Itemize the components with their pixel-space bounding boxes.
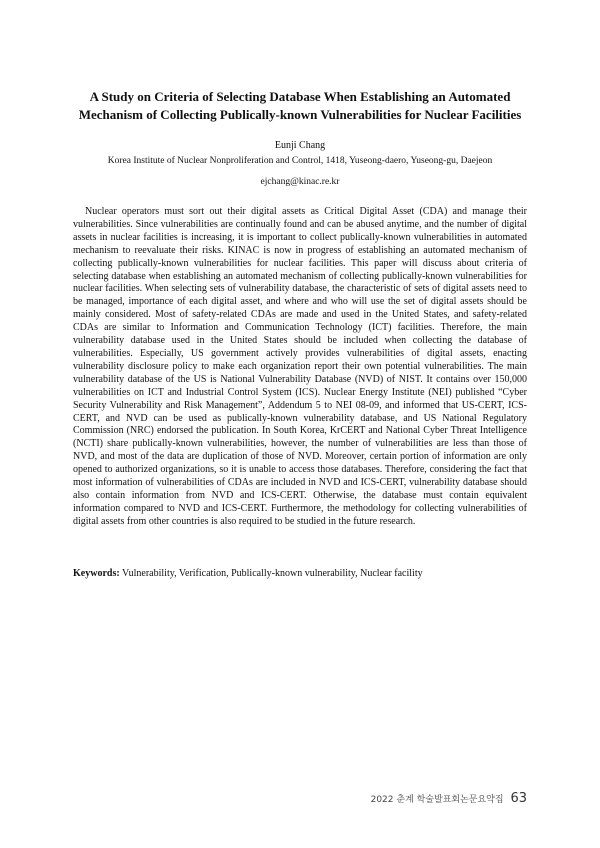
keywords-label: Keywords: xyxy=(73,568,120,579)
abstract-body: Nuclear operators must sort out their digital assets as Critical Digital Asset (CDA) and manage their vulnerabilities. Since vulnerabilities are continually found and can be abused anytime, and the number of digital assets in nuclear facilities is increasing, it is important to collect publically-known vulnerabilities in automated mechanism to reevaluate their risks. KINAC is now in progress of establishing an automated mechanism of collecting publically-known vulnerabilities for nuclear facilities. This paper will discuss about criteria of selecting database when establishing an automated mechanism of collecting publically-known vulnerabilities for nuclear facilities. When selecting sets of vulnerability database, the characteristic of sets of digital assets need to be managed, importance of each digital asset, and where and who will use the set of digital assets should be mainly considered. Most of safety-related CDAs are made and used in the United States, and safety-related CDAs are similar to Information and Communication Technology (ICT) facilities. Therefore, the main vulnerability database used in the United States should be included when collecting the database of vulnerabilities. Especially, US government actively provides vulnerabilities of digital assets, enacting vulnerability disclosure policy to make each organization report their own potential vulnerabilities. The main vulnerability database of the US is National Vulnerability Database (NVD) of NIST. It contains over 150,000 vulnerabilities on ICT and Industrial Control System (ICS). Nuclear Energy Institute (NEI) published “Cyber Security Vulnerability and Risk Management”, Addendum 5 to NEI 08-09, and informed that US-CERT, ICS-CERT, and NVD can be used as publically-known vulnerability database, and US National Regulatory Commission (NRC) endorsed the publication. In South Korea, KrCERT and National Cyber Threat Intelligence (NCTI) share publically-known vulnerabilities, however, the number of vulnerabilities are less than those of NVD, and most of the data are duplication of those of NVD. Moreover, certain portion of information are only opened to authorized organizations, so it is unable to access those databases. Therefore, considering the fact that most information of vulnerabilities of CDAs are included in NVD and ICS-CERT, vulnerability database should also contain information from NVD and ICS-CERT. Otherwise, the database must contain equivalent information compared to NVD and ICS-CERT. Furthermore, the methodology for collecting vulnerabilities of digital assets from other countries is also required to be studied in the future research. xyxy=(73,206,527,527)
title-line-2: Mechanism of Collecting Publically-known Vulnerabilities for Nuclear Facilities xyxy=(78,107,522,122)
author-email: ejchang@kinac.re.kr xyxy=(260,177,340,187)
paper-title xyxy=(50,88,550,124)
keywords xyxy=(73,567,527,580)
author-name: Eunji Chang xyxy=(274,140,326,151)
page-footer xyxy=(371,791,527,808)
proceedings-title: 2022 춘계 학술발표회논문요약집 xyxy=(370,795,504,805)
author-affiliation: Korea Institute of Nuclear Nonproliferation and Control, 1418, Yuseong-daero, Yuseong-gu, Daejeon xyxy=(107,156,493,166)
page-number: 63 xyxy=(510,791,527,806)
keywords-list: Vulnerability, Verification, Publically-known vulnerability, Nuclear facility xyxy=(122,568,423,579)
title-line-1: A Study on Criteria of Selecting Database When Establishing an Automated xyxy=(89,89,511,104)
